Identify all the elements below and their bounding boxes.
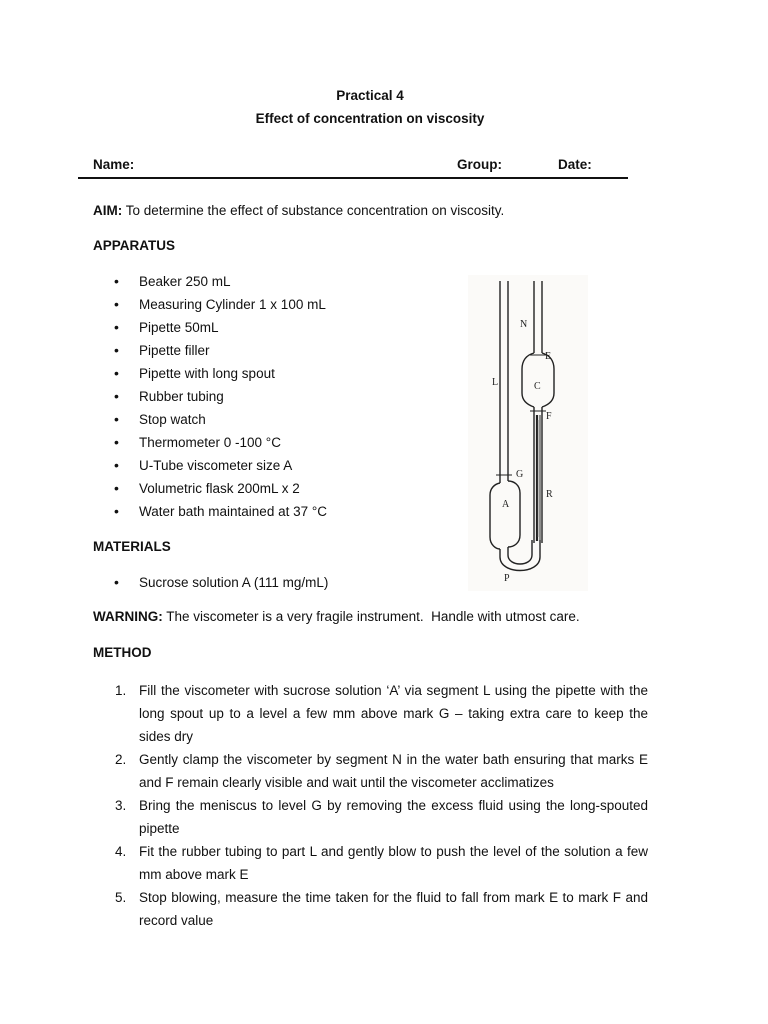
header-divider — [78, 177, 628, 179]
group-label: Group: — [457, 157, 502, 172]
step-number: 3. — [115, 798, 127, 813]
step-text: Fit the rubber tubing to part L and gently blow to push the level of the solution a few mm above mark E — [139, 844, 648, 882]
label-c: C — [534, 381, 541, 392]
list-item: • Rubber tubing — [114, 388, 327, 411]
list-item: • Sucrose solution A (111 mg/mL) — [114, 574, 328, 597]
list-item: • Pipette filler — [114, 342, 327, 365]
method-heading: METHOD — [93, 645, 152, 660]
label-p: P — [504, 573, 510, 584]
materials-list — [114, 574, 328, 597]
method-step — [110, 840, 648, 886]
label-g: G — [516, 469, 524, 480]
aim-text: To determine the effect of substance concentration on viscosity. — [125, 203, 505, 218]
list-item: • Measuring Cylinder 1 x 100 mL — [114, 296, 327, 319]
list-item: • Thermometer 0 -100 °C — [114, 434, 327, 457]
method-step — [110, 748, 648, 794]
step-number: 2. — [115, 752, 127, 767]
step-number: 4. — [115, 844, 127, 859]
list-item: • Pipette with long spout — [114, 365, 327, 388]
aim-section — [93, 203, 504, 218]
warning-section — [93, 609, 580, 624]
practical-number: Practical 4 — [336, 88, 404, 103]
list-item: • U-Tube viscometer size A — [114, 457, 327, 480]
name-label: Name: — [93, 157, 135, 172]
warning-text: The viscometer is a very fragile instrument. Handle with utmost care. — [166, 609, 580, 624]
label-r: R — [546, 489, 553, 500]
method-step — [110, 679, 648, 748]
label-a: A — [502, 499, 510, 510]
label-l: L — [492, 377, 499, 388]
label-n: N — [520, 319, 528, 330]
list-item: • Stop watch — [114, 411, 327, 434]
method-step — [110, 886, 648, 932]
date-label: Date: — [558, 157, 592, 172]
step-text: Gently clamp the viscometer by segment N in the water bath ensuring that marks E and F remain clearly visible and wait until the viscometer acclimatizes — [139, 752, 648, 790]
method-steps — [110, 679, 648, 932]
viscometer-diagram — [468, 275, 588, 591]
label-e: E — [545, 351, 552, 362]
list-item: • Water bath maintained at 37 °C — [114, 503, 327, 526]
list-item: • Beaker 250 mL — [114, 273, 327, 296]
step-text: Stop blowing, measure the time taken for the fluid to fall from mark E to mark F and record value — [139, 890, 648, 928]
label-f: F — [546, 411, 552, 422]
apparatus-heading: APPARATUS — [93, 238, 176, 253]
apparatus-list — [114, 273, 327, 526]
step-number: 5. — [115, 890, 127, 905]
aim-label: AIM: — [93, 203, 123, 218]
step-number: 1. — [115, 683, 127, 698]
list-item: • Pipette 50mL — [114, 319, 327, 342]
list-item: • Volumetric flask 200mL x 2 — [114, 480, 327, 503]
materials-heading: MATERIALS — [93, 539, 171, 554]
step-text: Bring the meniscus to level G by removing the excess fluid using the long-spouted pipette — [139, 798, 648, 836]
method-step — [110, 794, 648, 840]
page-title: Effect of concentration on viscosity — [255, 111, 485, 126]
step-text: Fill the viscometer with sucrose solution ‘A’ via segment L using the pipette with the long spout up to a level a few mm above mark G – taking extra care to keep the sides dry — [139, 683, 648, 744]
warning-label: WARNING: — [93, 609, 163, 624]
